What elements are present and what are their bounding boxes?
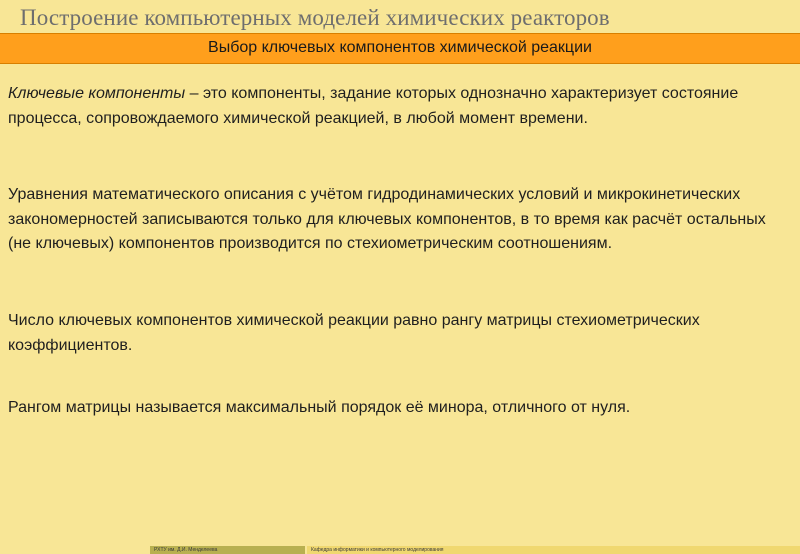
paragraph-rank-definition: Рангом матрицы называется максимальный порядок её минора, отличного от нуля. [8, 399, 631, 416]
slide-title: Построение компьютерных моделей химических реакторов [20, 5, 610, 30]
definition-text: – это компоненты, задание которых однозначно характеризует состояние процесса, сопровождаемого химической реакцией, в любой момент времени. [8, 85, 739, 127]
footer-department: Кафедра информатики и компьютерного моделирования [307, 546, 800, 554]
term-key-components: Ключевые компоненты [8, 85, 186, 102]
footer-university: РХТУ им. Д.И. Менделеева [150, 546, 305, 554]
slide-subtitle: Выбор ключевых компонентов химической реакции [208, 39, 592, 56]
paragraph-equations: Уравнения математического описания с учётом гидродинамических условий и микрокинетических закономерностей записываются только для ключевых компонентов, в то время как расчёт остальных (не ключевых) компонентов производится по стехиометрическим соотношениям. [8, 186, 766, 252]
paragraph-key-components [8, 82, 783, 131]
paragraph-rank: Число ключевых компонентов химической реакции равно рангу матрицы стехиометрических коэффициентов. [8, 312, 700, 354]
footer [150, 546, 800, 554]
header-band [0, 0, 800, 33]
subtitle-bar [0, 33, 800, 64]
